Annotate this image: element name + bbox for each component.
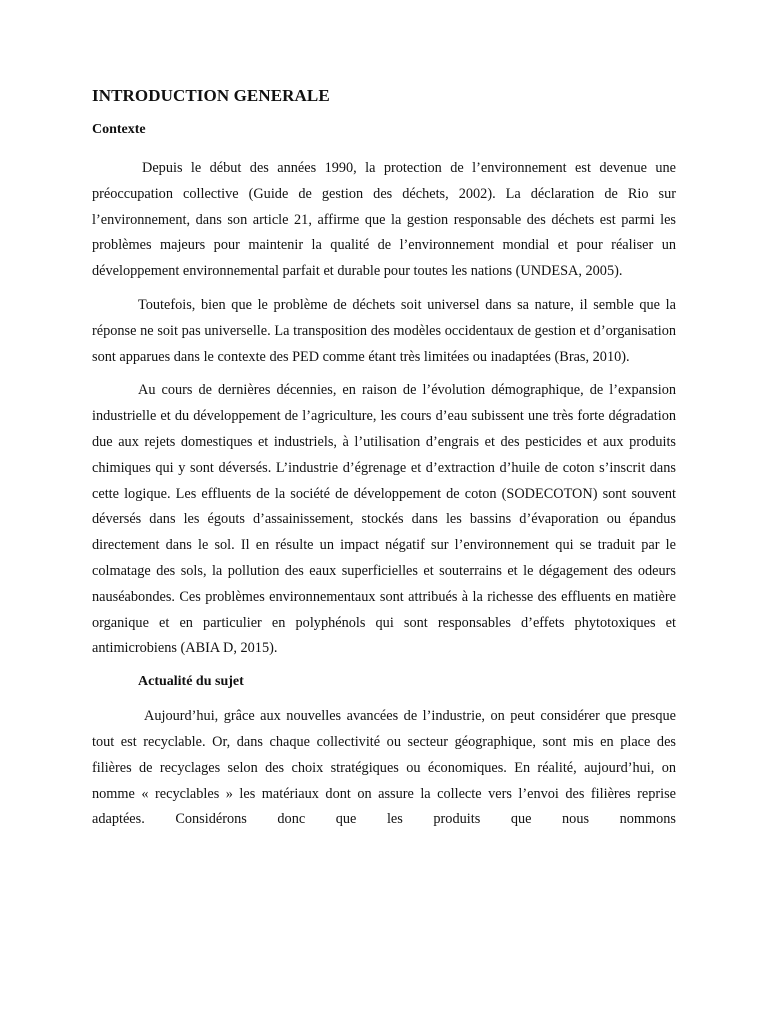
paragraph-4: Aujourd’hui, grâce aux nouvelles avancées de l’industrie, on peut considérer que presque tout est recyclable. Or, dans chaque collectivité ou secteur géographique, sont mis en place des filières de recyclages selon des choix stratégiques ou économiques. En réalité, aujourd’hui, on nomme « recyclables » les matériaux dont on assure la collecte vers l’envoi des filières reprise adaptées. Considérons donc que les produits que nous nommons	[92, 708, 676, 828]
paragraph-3: Au cours de dernières décennies, en raison de l’évolution démographique, de l’expansion industrielle et du développement de l’agriculture, les cours d’eau subissent une très forte dégradation due aux rejets domestiques et industriels, à l’utilisation d’engrais et des pesticides et aux produits chimiques qui y sont déversés. L’industrie d’égrenage et d’extraction d’huile de coton s’inscrit dans cette logique. Les effluents de la société de développement de coton (SODECOTON) sont souvent déversés dans les égouts d’assainissement, stockés dans les bassins d’évaporation ou épandus directement dans le sol. Il en résulte un impact négatif sur l’environnement qui se traduit par le colmatage des sols, la pollution des eaux superficielles et souterrains et le dégagement des odeurs nauséabondes. Ces problèmes environnementaux sont attribués à la richesse des effluents en matière organique et en particulier en polyphénols qui sont responsables d’effets phytotoxiques et antimicrobiens (ABIA D, 2015).	[92, 382, 676, 657]
paragraph-2: Toutefois, bien que le problème de déchets soit universel dans sa nature, il semble que la réponse ne soit pas universelle. La transposition des modèles occidentaux de gestion et d’organisation sont apparues dans le contexte des PED comme étant très limitées ou inadaptées (Bras, 2010).	[92, 296, 676, 365]
paragraph-1: Depuis le début des années 1990, la protection de l’environnement est devenue une préoccupation collective (Guide de gestion des déchets, 2002). La déclaration de Rio sur l’environnement, dans son article 21, affirme que la gestion responsable des déchets est parmi les problèmes majeurs pour maintenir la qualité de l’environnement mondial et pour réaliser un développement environnemental parfait et durable pour toutes les nations (UNDESA, 2005).	[92, 160, 676, 280]
document-page	[92, 84, 676, 833]
document-title: INTRODUCTION GENERALE	[92, 86, 330, 105]
section-heading-actualite: Actualité du sujet	[138, 674, 244, 690]
section-heading-contexte: Contexte	[92, 122, 146, 137]
